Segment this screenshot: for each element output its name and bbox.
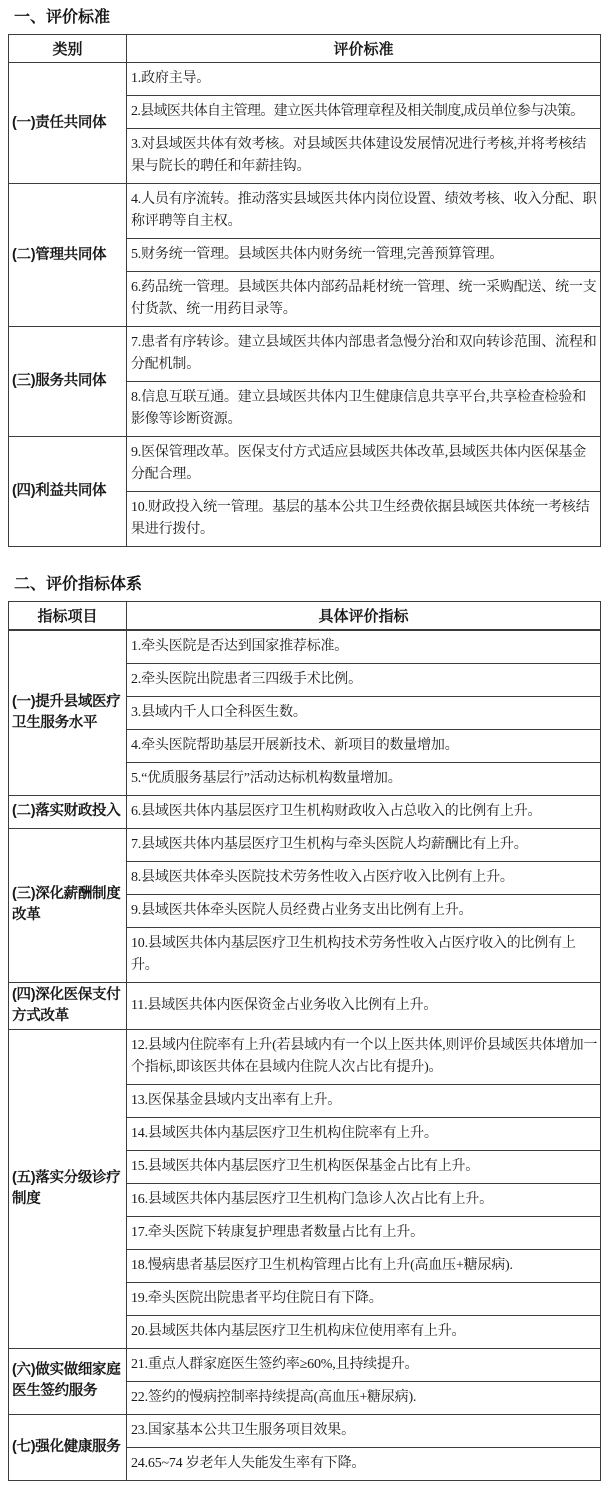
evaluation-standards-table (8, 34, 601, 547)
table-row (9, 982, 601, 1029)
category-cell: (五)落实分级诊疗制度 (9, 1029, 127, 1348)
criteria-cell: 2.牵头医院出院患者三四级手术比例。 (127, 663, 601, 696)
table-header-row (9, 35, 601, 63)
criteria-cell: 5.“优质服务基层行”活动达标机构数量增加。 (127, 762, 601, 795)
criteria-cell: 3.县域内千人口全科医生数。 (127, 696, 601, 729)
criteria-cell: 2.县域医共体自主管理。建立医共体管理章程及相关制度,成员单位参与决策。 (127, 96, 601, 129)
criteria-cell: 8.县域医共体牵头医院技术劳务性收入占医疗收入比例有上升。 (127, 861, 601, 894)
criteria-cell: 1.牵头医院是否达到国家推荐标准。 (127, 630, 601, 664)
section-title-indicator-system: 二、评价指标体系 (14, 576, 143, 593)
criteria-cell: 1.政府主导。 (127, 63, 601, 96)
criteria-cell: 6.药品统一管理。县域医共体内部药品耗材统一管理、统一采购配送、统一支付货款、统一用药目录等。 (127, 272, 601, 327)
table-row (9, 63, 601, 96)
indicator-system-table-body (9, 630, 601, 1481)
category-cell: (二)落实财政投入 (9, 795, 127, 828)
criteria-cell: 15.县域医共体内基层医疗卫生机构医保基金占比有上升。 (127, 1150, 601, 1183)
indicator-system-table (8, 601, 601, 1481)
table-row (9, 327, 601, 382)
table-row (9, 184, 601, 239)
category-cell: (四)利益共同体 (9, 437, 127, 547)
section-title-evaluation-standards: 一、评价标准 (14, 9, 111, 26)
evaluation-standards-table-body (9, 63, 601, 547)
criteria-cell: 12.县域内住院率有上升(若县域内有一个以上医共体,则评价县域医共体增加一个指标,即该医共体在县域内住院人次占比有提升)。 (127, 1029, 601, 1084)
category-cell: (三)深化薪酬制度改革 (9, 828, 127, 982)
column-header-specific-indicator: 具体评价指标 (127, 602, 601, 630)
criteria-cell: 11.县域医共体内医保资金占业务收入比例有上升。 (127, 982, 601, 1029)
column-header-indicator-item: 指标项目 (9, 602, 127, 630)
criteria-cell: 22.签约的慢病控制率持续提高(高血压+糖尿病). (127, 1381, 601, 1414)
criteria-cell: 7.患者有序转诊。建立县域医共体内部患者急慢分治和双向转诊范围、流程和分配机制。 (127, 327, 601, 382)
criteria-cell: 10.财政投入统一管理。基层的基本公共卫生经费依据县域医共体统一考核结果进行拨付。 (127, 492, 601, 547)
criteria-cell: 9.县域医共体牵头医院人员经费占业务支出比例有上升。 (127, 894, 601, 927)
table-row (9, 795, 601, 828)
table-row (9, 437, 601, 492)
table-row (9, 1029, 601, 1084)
column-header-criteria: 评价标准 (127, 35, 601, 63)
category-cell: (三)服务共同体 (9, 327, 127, 437)
criteria-cell: 23.国家基本公共卫生服务项目效果。 (127, 1414, 601, 1447)
section-evaluation-standards (8, 7, 601, 547)
criteria-cell: 4.牵头医院帮助基层开展新技术、新项目的数量增加。 (127, 729, 601, 762)
criteria-cell: 8.信息互联互通。建立县域医共体内卫生健康信息共享平台,共享检查检验和影像等诊断资源。 (127, 382, 601, 437)
criteria-cell: 19.牵头医院出院患者平均住院日有下降。 (127, 1282, 601, 1315)
criteria-cell: 4.人员有序流转。推动落实县域医共体内岗位设置、绩效考核、收入分配、职称评聘等自主权。 (127, 184, 601, 239)
category-cell: (一)提升县域医疗卫生服务水平 (9, 630, 127, 796)
criteria-cell: 13.医保基金县域内支出率有上升。 (127, 1084, 601, 1117)
criteria-cell: 3.对县域医共体有效考核。对县域医共体建设发展情况进行考核,并将考核结果与院长的聘任和年薪挂钩。 (127, 129, 601, 184)
criteria-cell: 18.慢病患者基层医疗卫生机构管理占比有上升(高血压+糖尿病). (127, 1249, 601, 1282)
column-header-category: 类别 (9, 35, 127, 63)
criteria-cell: 9.医保管理改革。医保支付方式适应县域医共体改革,县域医共体内医保基金分配合理。 (127, 437, 601, 492)
table-header-row (9, 602, 601, 630)
criteria-cell: 10.县域医共体内基层医疗卫生机构技术劳务性收入占医疗收入的比例有上升。 (127, 927, 601, 982)
criteria-cell: 7.县域医共体内基层医疗卫生机构与牵头医院人均薪酬比有上升。 (127, 828, 601, 861)
criteria-cell: 17.牵头医院下转康复护理患者数量占比有上升。 (127, 1216, 601, 1249)
category-cell: (二)管理共同体 (9, 184, 127, 327)
table-row (9, 1348, 601, 1381)
category-cell: (一)责任共同体 (9, 63, 127, 184)
criteria-cell: 16.县域医共体内基层医疗卫生机构门急诊人次占比有上升。 (127, 1183, 601, 1216)
table-row (9, 1414, 601, 1447)
section-indicator-system (8, 574, 601, 1481)
category-cell: (七)强化健康服务 (9, 1414, 127, 1480)
criteria-cell: 21.重点人群家庭医生签约率≥60%,且持续提升。 (127, 1348, 601, 1381)
criteria-cell: 5.财务统一管理。县域医共体内财务统一管理,完善预算管理。 (127, 239, 601, 272)
criteria-cell: 24.65~74 岁老年人失能发生率有下降。 (127, 1447, 601, 1480)
category-cell: (六)做实做细家庭医生签约服务 (9, 1348, 127, 1414)
criteria-cell: 6.县域医共体内基层医疗卫生机构财政收入占总收入的比例有上升。 (127, 795, 601, 828)
table-row (9, 828, 601, 861)
criteria-cell: 14.县域医共体内基层医疗卫生机构住院率有上升。 (127, 1117, 601, 1150)
category-cell: (四)深化医保支付方式改革 (9, 982, 127, 1029)
table-row (9, 630, 601, 664)
criteria-cell: 20.县域医共体内基层医疗卫生机构床位使用率有上升。 (127, 1315, 601, 1348)
